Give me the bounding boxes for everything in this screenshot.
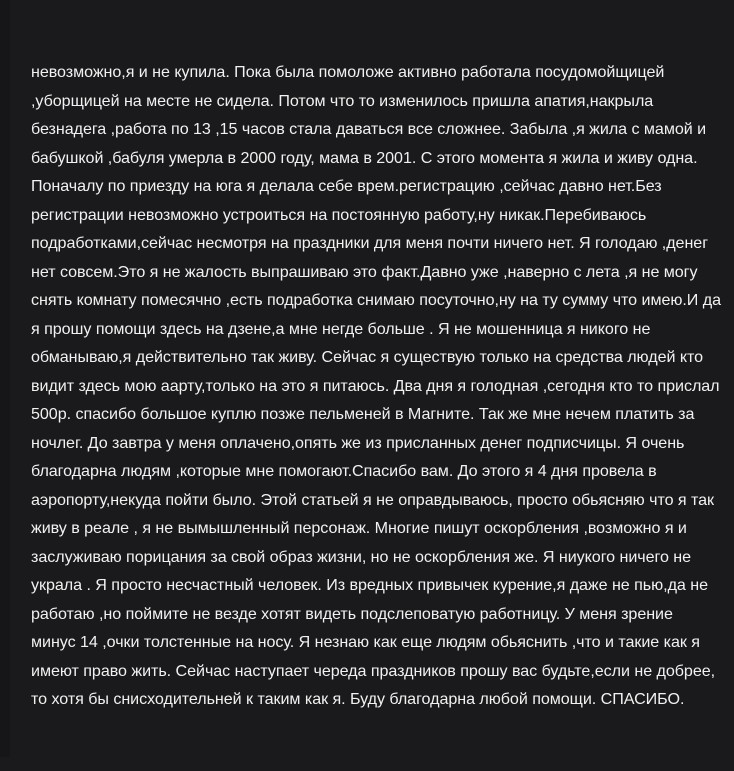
article-paragraph: невозможно,я и не купила. Пока была помоложе активно работала посудомойщицей ,уборщицей на месте не сидела. Потом что то изменилось пришла апатия,накрыла безнадега ,работа по 13 ,15 часов стала даваться все сложнее. Забыла ,я жила с мамой и бабушкой ,бабуля умерла в 2000 году, мама в 2001. С этого момента я жила и живу одна. Поначалу по приезду на юга я делала себе врем.регистрацию ,сейчас давно нет.Без регистрации невозможно устроиться на постоянную работу,ну никак.Перебиваюсь подработками,сейчас несмотря на праздники для меня почти ничего нет. Я голодаю ,денег нет совсем.Это я не жалость выпрашиваю это факт.Давно уже ,наверно с лета ,я не могу снять комнату помесячно ,есть подработка снимаю посуточно,ну на ту сумму что имею.И да я прошу помощи здесь на дзене,а мне негде больше . Я не мошенница я никого не обманываю,я действительно так живу. Сейчас я существую только на средства людей кто видит здесь мою аарту,только на это я питаюсь. Два дня я голодная ,сегодня кто то прислал 500р. спасибо большое куплю позже пельменей в Магните. Так же мне нечем платить за ночлег. До завтра у меня оплачено,опять же из присланных денег подписчицы. Я очень благодарна людям ,которые мне помогают.Спасибо вам. До этого я 4 дня провела в аэропорту,некуда пойти было. Этой статьей я не оправдываюсь, просто обьясняю что я так живу в реале , я не вымышленный персонаж. Многие пишут оскорбления ,возможно я и заслуживаю порицания за свой образ жизни, но не оскорбления же. Я ниукого ничего не украла . Я просто несчастный человек. Из вредных привычек курение,я даже не пью,да не работаю ,но поймите не везде хотят видеть подслеповатую работницу. У меня зрение минус 14 ,очки толстенные на носу. Я незнаю как еще людям обьяснить ,что и такие как я имеют право жить. Сейчас наступает череда праздников прошу вас будьте,если не добрее, то хотя бы снисходительней к таким как я. Буду благодарна любой помощи. СПАСИБО. <box>31 63 726 708</box>
left-gutter <box>0 0 10 757</box>
article-body-text <box>31 1 726 771</box>
